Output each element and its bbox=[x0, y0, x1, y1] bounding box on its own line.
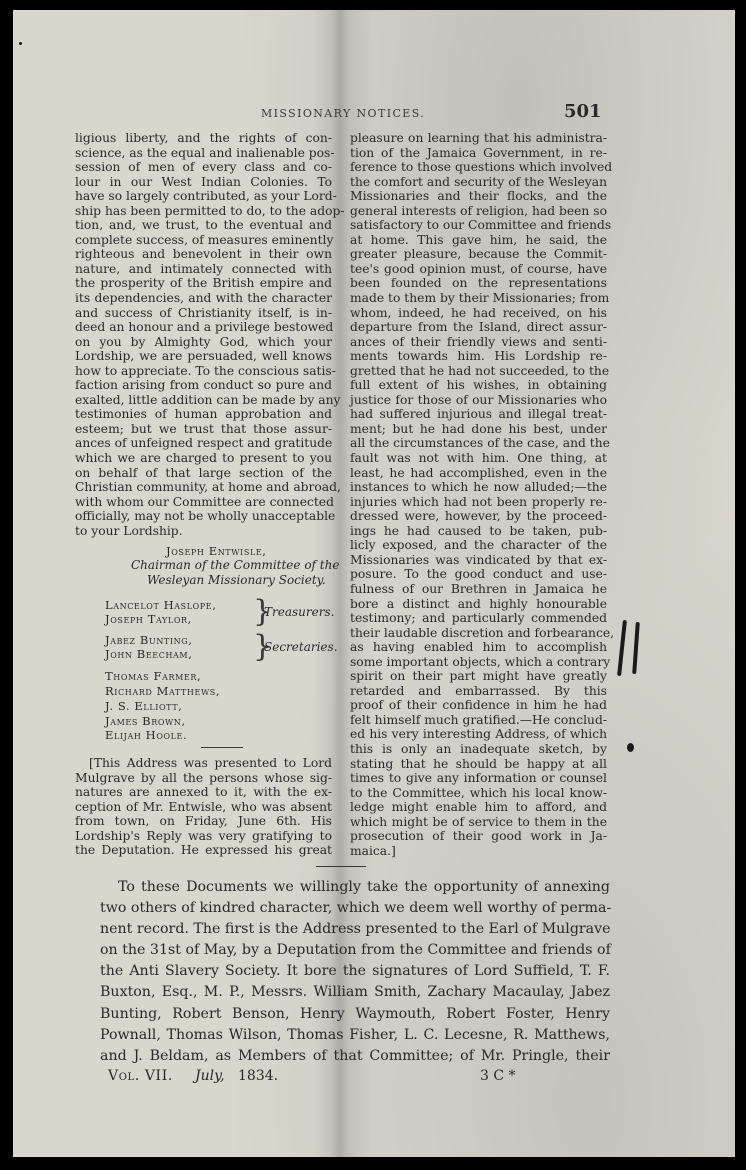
text-line: exalted, little addition can be made by any bbox=[75, 392, 341, 407]
text-line: all the circumstances of the case, and the bbox=[350, 436, 610, 451]
text-line: tee's good opinion must, of course, have bbox=[350, 261, 607, 276]
text-line: gretted that he had not succeeded, to the bbox=[350, 363, 610, 378]
text-line: tion, and, we trust, to the eventual and bbox=[75, 218, 332, 233]
text-line: on you by Almighty God, which your bbox=[75, 334, 332, 349]
text-line: Lordship's Reply was very gratifying to bbox=[75, 828, 332, 843]
text-line: licly exposed, and the character of the bbox=[350, 538, 607, 553]
text-line: ligious liberty, and the rights of con- bbox=[75, 131, 332, 145]
text-line: as having enabled him to accomplish bbox=[350, 640, 607, 655]
text-line: stating that he should be happy at all bbox=[350, 756, 607, 771]
pen-stroke bbox=[632, 622, 640, 674]
text-line: Bunting, Robert Benson, Henry Waymouth, Robert Foster, Henry bbox=[100, 1005, 610, 1022]
treasurer-name: Joseph Taylor, bbox=[105, 612, 192, 626]
secretary-name: John Beecham, bbox=[105, 647, 193, 661]
text-line: times to give any information or counsel bbox=[350, 771, 607, 786]
text-line: Buxton, Esq., M. P., Messrs. William Smith, Zachary Macaulay, Jabez bbox=[100, 984, 610, 1001]
text-line: whom, indeed, he had received, on his bbox=[350, 305, 607, 320]
text-line: testimony; and particularly commended bbox=[350, 611, 607, 626]
text-line: been founded on the representations bbox=[350, 276, 607, 291]
text-line: maica.] bbox=[350, 843, 396, 858]
section-rule bbox=[316, 866, 366, 867]
text-line: ings he had caused to be taken, pub- bbox=[350, 523, 607, 538]
text-line: greater pleasure, because the Commit- bbox=[350, 247, 607, 262]
ink-spot bbox=[627, 743, 634, 752]
member-name: Elijah Hoole. bbox=[105, 728, 188, 742]
member-name: J. S. Elliott, bbox=[105, 699, 183, 713]
text-line: to your Lordship. bbox=[75, 523, 183, 538]
member-name: James Brown, bbox=[105, 714, 186, 728]
text-line: lour in our West Indian Colonies. To bbox=[75, 174, 332, 189]
chairman-name: Joseph Entwisle, bbox=[166, 544, 267, 558]
text-line: and success of Christianity itself, is in- bbox=[75, 305, 332, 320]
text-line: tion of the Jamaica Government, in re- bbox=[350, 145, 607, 160]
text-line: ception of Mr. Entwisle, who was absent bbox=[75, 799, 332, 814]
text-line: which might be of service to them in the bbox=[350, 814, 607, 829]
text-line: Mulgrave by all the persons whose sig- bbox=[75, 770, 332, 785]
text-line: general interests of religion, had been so bbox=[350, 203, 607, 218]
text-line: made to them by their Missionaries; from bbox=[350, 291, 610, 306]
text-line: ference to those questions which involved bbox=[350, 160, 613, 175]
right-column bbox=[350, 131, 615, 858]
text-line: the prosperity of the British empire and bbox=[75, 276, 332, 291]
document-page bbox=[13, 10, 735, 1157]
text-line: Lordship, we are persuaded, well knows bbox=[75, 349, 332, 364]
text-line: injuries which had not been properly re- bbox=[350, 494, 607, 509]
text-line: instances to which he now alluded;—the bbox=[350, 480, 607, 495]
text-line: ances of unfeigned respect and gratitude bbox=[75, 436, 333, 451]
text-line: fulness of our Brethren in Jamaica he bbox=[350, 581, 607, 596]
text-line: Pownall, Thomas Wilson, Thomas Fisher, L. C. Lecesne, R. Matthews, bbox=[100, 1026, 610, 1043]
text-line: retarded and embarrassed. By this bbox=[350, 683, 607, 698]
text-line: the Deputation. He expressed his great bbox=[75, 843, 332, 858]
secretary-name: Jabez Bunting, bbox=[105, 633, 193, 647]
address-note bbox=[75, 756, 332, 858]
text-line: with whom our Committee are connected bbox=[75, 494, 334, 509]
member-name: Richard Matthews, bbox=[105, 684, 221, 698]
text-line: how to appreciate. To the conscious satis- bbox=[75, 363, 336, 378]
running-head: MISSIONARY NOTICES. bbox=[261, 107, 426, 120]
bottom-paragraph bbox=[100, 877, 610, 1067]
text-line: To these Documents we willingly take the opportunity of annexing bbox=[118, 879, 610, 895]
text-line: posure. To the good conduct and use- bbox=[350, 567, 607, 582]
text-line: two others of kindred character, which we deem well worthy of perma- bbox=[100, 900, 612, 917]
text-line: least, he had accomplished, even in the bbox=[350, 465, 607, 480]
text-line: ed his very interesting Address, of which bbox=[350, 727, 607, 742]
text-line: Missionaries was vindicated by that ex- bbox=[350, 552, 607, 567]
signature-mark: 3 C * bbox=[480, 1068, 516, 1084]
text-line: officially, may not be wholly unacceptable bbox=[75, 509, 336, 524]
text-line: science, as the equal and inalienable pos- bbox=[75, 145, 335, 160]
text-line: full extent of his wishes, in obtaining bbox=[350, 378, 607, 393]
text-line: on behalf of that large section of the bbox=[75, 465, 332, 480]
text-line: its dependencies, and with the character bbox=[75, 291, 332, 306]
text-line: testimonies of human approbation and bbox=[75, 407, 332, 422]
text-line: nent record. The first is the Address presented to the Earl of Mulgrave bbox=[100, 921, 611, 938]
text-line: fault was not with him. One thing, at bbox=[350, 451, 607, 466]
text-line: session of men of every class and co- bbox=[75, 160, 332, 175]
text-line: [This Address was presented to Lord bbox=[89, 756, 332, 770]
text-line: dressed were, however, by the proceed- bbox=[350, 509, 607, 524]
text-line: some important objects, which a contrary bbox=[350, 654, 611, 669]
page-footer bbox=[13, 1068, 735, 1088]
text-line: felt himself much gratified.—He conclud- bbox=[350, 712, 607, 727]
ink-spot bbox=[19, 42, 22, 45]
text-line: prosecution of their good work in Ja- bbox=[350, 829, 607, 844]
text-line: ments towards him. His Lordship re- bbox=[350, 349, 607, 364]
page-header bbox=[13, 103, 735, 123]
text-line: ances of their friendly views and senti- bbox=[350, 334, 607, 349]
footer-year: 1834. bbox=[238, 1068, 279, 1084]
brace-icon: } bbox=[253, 629, 273, 664]
text-line: justice for those of our Missionaries who bbox=[350, 392, 607, 407]
text-line: have so largely contributed, as your Lord- bbox=[75, 189, 337, 204]
text-line: ship has been permitted to do, to the adop- bbox=[75, 203, 345, 218]
text-line: ment; but he had done his best, under bbox=[350, 421, 607, 436]
text-line: their laudable discretion and forbearance, bbox=[350, 625, 615, 640]
text-line: to the Committee, which his local know- bbox=[350, 785, 607, 800]
text-line: nature, and intimately connected with bbox=[75, 261, 332, 276]
text-line: this is only an inadequate sketch, by bbox=[350, 741, 607, 756]
text-line: natures are annexed to it, with the ex- bbox=[75, 785, 332, 800]
left-column bbox=[75, 131, 345, 538]
text-line: bore a distinct and highly honourable bbox=[350, 596, 607, 611]
treasurers-label: Treasurers. bbox=[264, 605, 335, 619]
text-line: Christian community, at home and abroad, bbox=[75, 480, 341, 495]
text-line: which we are charged to present to you bbox=[75, 451, 332, 466]
section-rule bbox=[201, 747, 243, 748]
member-name: Thomas Farmer, bbox=[105, 669, 202, 683]
text-line: pleasure on learning that his administra- bbox=[350, 131, 607, 145]
text-line: satisfactory to our Committee and friends bbox=[350, 218, 612, 233]
text-line: departure from the Island, direct assur- bbox=[350, 320, 607, 335]
chairman-title: Chairman of the Committee of the bbox=[131, 558, 340, 572]
text-line: and J. Beldam, as Members of that Committee; of Mr. Pringle, their bbox=[100, 1047, 610, 1064]
text-line: deed an honour and a privilege bestowed bbox=[75, 320, 334, 335]
text-line: ledge might enable him to afford, and bbox=[350, 800, 607, 815]
text-line: esteem; but we trust that those assur- bbox=[75, 421, 332, 436]
text-line: Missionaries and their flocks, and the bbox=[350, 189, 607, 204]
treasurer-name: Lancelot Haslope, bbox=[105, 598, 217, 612]
secretaries-label: Secretaries. bbox=[264, 640, 338, 654]
text-line: from town, on Friday, June 6th. His bbox=[75, 814, 332, 829]
text-line: spirit on their part might have greatly bbox=[350, 669, 607, 684]
text-line: had suffered injurious and illegal treat- bbox=[350, 407, 607, 422]
text-line: righteous and benevolent in their own bbox=[75, 247, 332, 262]
text-line: complete success, of measures eminently bbox=[75, 232, 334, 247]
text-line: the Anti Slavery Society. It bore the signatures of Lord Suffield, T. F. bbox=[100, 963, 610, 980]
pen-stroke bbox=[617, 620, 627, 676]
text-line: faction arising from conduct so pure and bbox=[75, 378, 332, 393]
text-line: on the 31st of May, by a Deputation from the Committee and friends of bbox=[100, 942, 611, 959]
page-number: 501 bbox=[564, 101, 602, 122]
volume-label: Vol. VII. bbox=[108, 1068, 173, 1084]
text-line: proof of their confidence in him he had bbox=[350, 698, 607, 713]
text-line: the comfort and security of the Wesleyan bbox=[350, 174, 607, 189]
text-line: at home. This gave him, he said, the bbox=[350, 232, 607, 247]
chairman-title: Wesleyan Missionary Society. bbox=[147, 573, 326, 587]
footer-month: July, bbox=[195, 1068, 225, 1084]
brace-icon: } bbox=[253, 594, 273, 629]
